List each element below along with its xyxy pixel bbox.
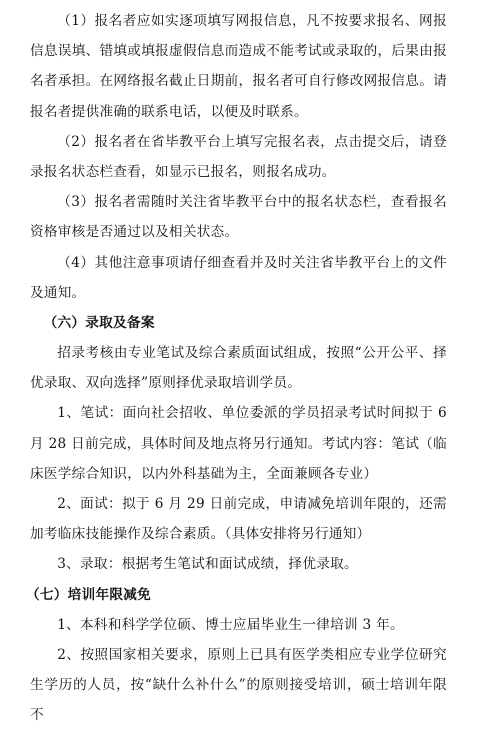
- paragraph-written-exam: 1、笔试：面向社会招收、单位委派的学员招录考试时间拟于 6 月 28 日前完成，具体时间及地点将另行通知。考试内容：笔试（临床医学综合知识，以内外科基础为主，全面兼顾各专业）: [30, 405, 447, 482]
- paragraph-admission-result: 3、录取：根据考生笔试和面试成绩，择优录取。: [57, 556, 358, 573]
- section-heading-training-reduction: （七）培训年限减免: [26, 586, 152, 603]
- paragraph-national-requirements: 2、按照国家相关要求，原则上已具有医学类相应专业学位研究生学历的人员，按“缺什么补什么”的原则接受培训，硕士培训年限不: [30, 646, 447, 724]
- paragraph-qualification-check: （3）报名者需随时关注省毕教平台中的报名状态栏，查看报名资格审核是否通过以及相关状态。: [30, 194, 447, 241]
- paragraph-registration-info: （1）报名者应如实逐项填写网报信息，凡不按要求报名、网报信息误填、错填或填报虚假信息而造成不能考试或录取的，后果由报名者承担。在网络报名截止日期前，报名者可自行修改网报信息。请报名者提供准确的联系电话，以便及时联系。: [30, 13, 447, 120]
- section-heading-admission: （六）录取及备案: [43, 315, 155, 332]
- paragraph-interview: 2、面试：拟于 6 月 29 日前完成，申请减免培训年限的，还需加考临床技能操作及综合素质。（具体安排将另行通知）: [30, 496, 447, 543]
- paragraph-admission-principle: 招录考核由专业笔试及综合素质面试组成，按照“公开公平、择优录取、双向选择”原则择优录取培训学员。: [30, 345, 447, 392]
- paragraph-training-years: 1、本科和科学学位硕、博士应届毕业生一律培训 3 年。: [57, 616, 404, 633]
- paragraph-other-notes: （4）其他注意事项请仔细查看并及时关注省毕教平台上的文件及通知。: [30, 254, 447, 301]
- paragraph-submit-status: （2）报名者在省毕教平台上填写完报名表，点击提交后，请登录报名状态栏查看，如显示已报名，则报名成功。: [30, 133, 447, 181]
